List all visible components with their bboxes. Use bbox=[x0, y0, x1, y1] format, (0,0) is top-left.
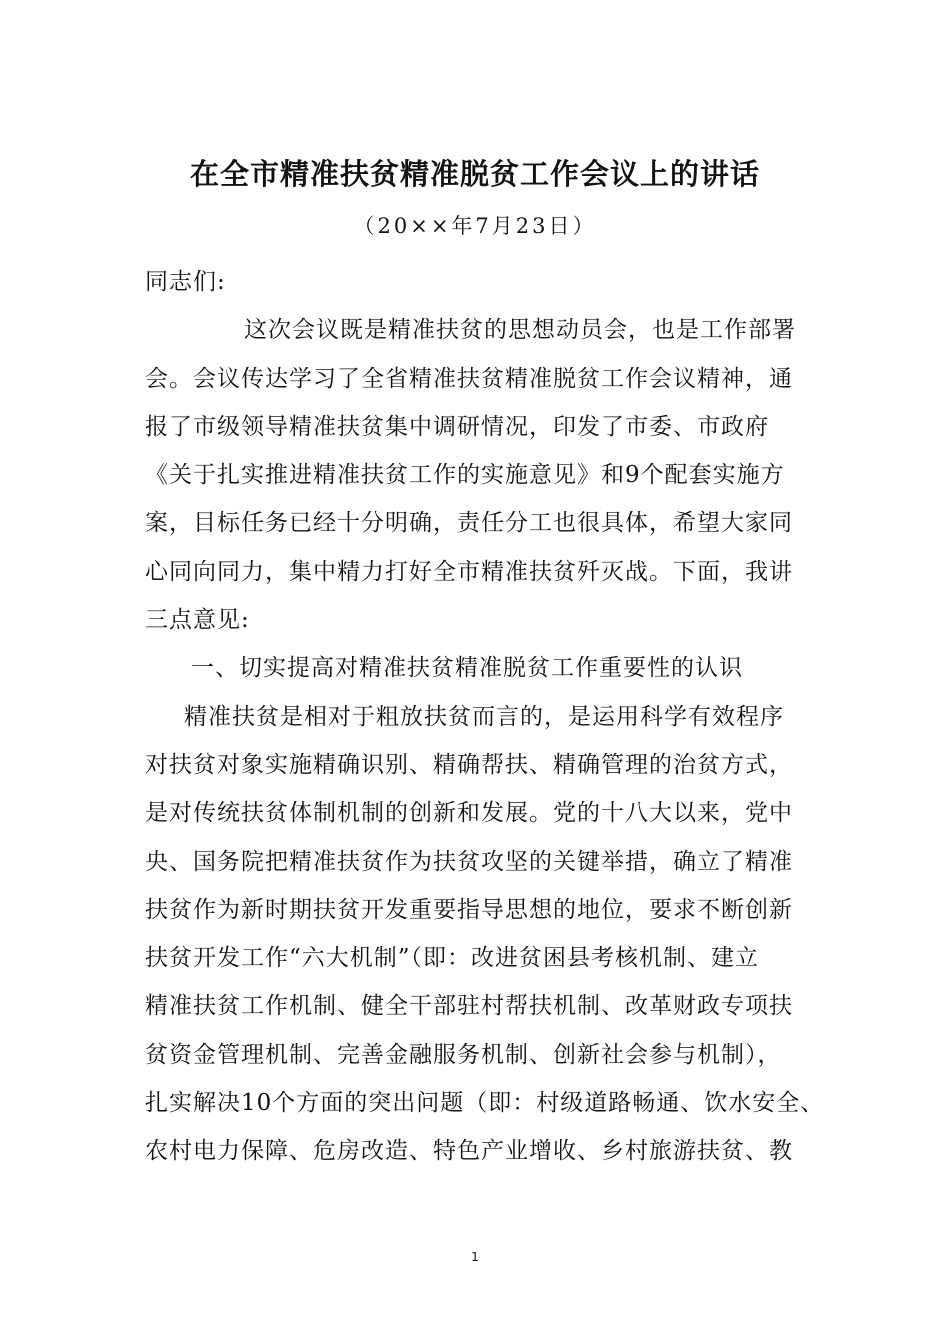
body-line: 《关于扎实推进精准扶贫工作的实施意见》和9个配套实施方 bbox=[145, 462, 785, 489]
body-line: 案，目标任务已经十分明确，责任分工也很具体，希望大家同 bbox=[145, 510, 793, 537]
body-line: 扶贫作为新时期扶贫开发重要指导思想的地位，要求不断创新 bbox=[145, 896, 793, 923]
body-line: 心同向同力，集中精力打好全市精准扶贫歼灭战。下面，我讲 bbox=[145, 558, 793, 585]
body-line: 精准扶贫是相对于粗放扶贫而言的，是运用科学有效程序 bbox=[184, 703, 784, 730]
document-body bbox=[145, 258, 825, 1176]
page-number: 1 bbox=[471, 1250, 479, 1264]
speech-date: （20××年7月23日） bbox=[353, 214, 597, 238]
body-line: 是对传统扶贫体制机制的创新和发展。党的十八大以来，党中 bbox=[145, 800, 793, 827]
body-line: 扎实解决10个方面的突出问题（即：村级道路畅通、饮水安全、 bbox=[145, 1090, 825, 1117]
body-line: 农村电力保障、危房改造、特色产业增收、乡村旅游扶贫、教 bbox=[145, 1138, 793, 1165]
section-heading: 一、切实提高对精准扶贫精准脱贫工作重要性的认识 bbox=[191, 655, 743, 682]
body-line: 央、国务院把精准扶贫作为扶贫攻坚的关键举措，确立了精准 bbox=[145, 848, 793, 875]
body-line: 对扶贫对象实施精确识别、精确帮扶、精确管理的治贫方式， bbox=[145, 751, 793, 778]
body-line: 会。会议传达学习了全省精准扶贫精准脱贫工作会议精神，通 bbox=[145, 365, 793, 392]
body-line: 精准扶贫工作机制、健全干部驻村帮扶机制、改革财政专项扶 bbox=[145, 993, 793, 1020]
body-line: 三点意见: bbox=[145, 607, 250, 634]
document-title: 在全市精准扶贫精准脱贫工作会议上的讲话 bbox=[189, 157, 760, 191]
body-line: 扶贫开发工作“六大机制”（即：改进贫困县考核机制、建立 bbox=[145, 945, 760, 972]
body-line: 这次会议既是精准扶贫的思想动员会，也是工作部署 bbox=[244, 317, 796, 344]
body-line: 贫资金管理机制、完善金融服务机制、创新社会参与机制）， bbox=[145, 1041, 782, 1068]
salutation: 同志们: bbox=[145, 269, 226, 295]
body-line: 报了市级领导精准扶贫集中调研情况，印发了市委、市政府 bbox=[145, 413, 769, 440]
